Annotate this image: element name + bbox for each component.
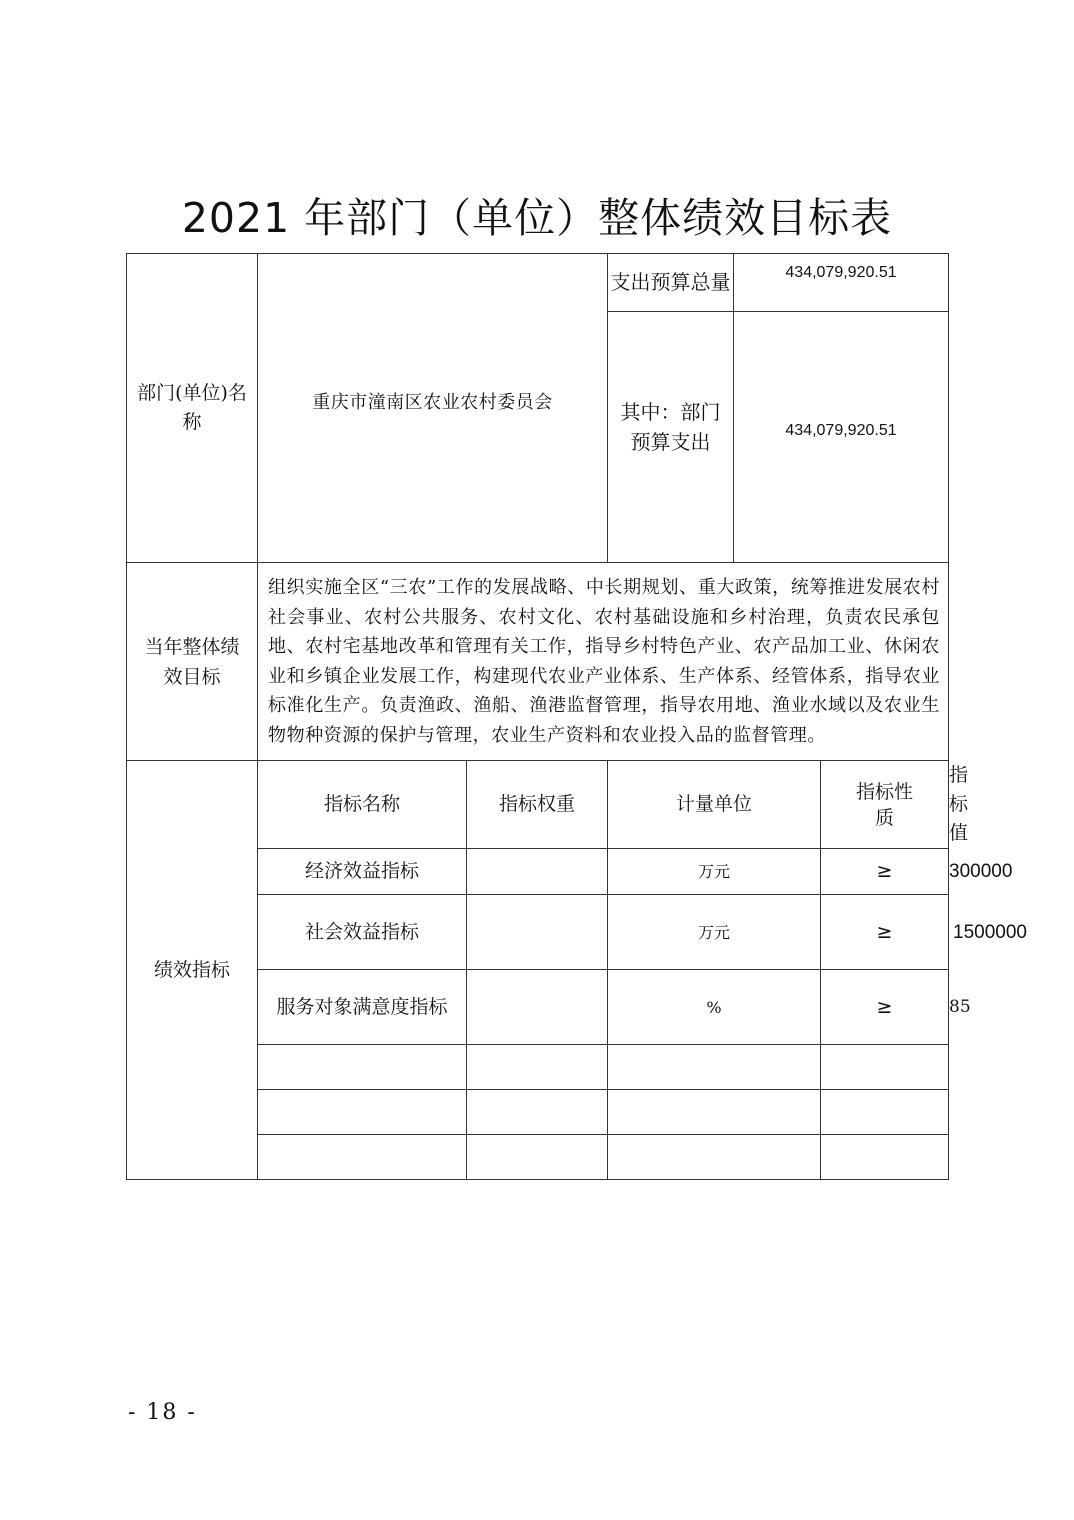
indicator-weight	[467, 1135, 608, 1180]
dept-name: 重庆市潼南区农业农村委员会	[312, 391, 553, 413]
col-header-unit: 计量单位	[608, 761, 821, 849]
indicator-nature: ≥	[821, 970, 949, 1045]
budget-total-label-cell	[608, 254, 734, 312]
col-header-nature-cell	[821, 761, 949, 849]
indicators-label: 绩效指标	[153, 958, 230, 981]
indicator-nature: ≥	[821, 849, 949, 895]
col-header-nature: 指标性质	[855, 780, 913, 829]
dept-label: 部门(单位)名称	[137, 382, 247, 433]
indicator-name: 服务对象满意度指标	[276, 996, 448, 1018]
indicators-label-cell	[127, 761, 258, 1180]
indicator-name: 社会效益指标	[258, 895, 467, 970]
indicator-unit: 万元	[608, 895, 821, 970]
indicator-weight	[467, 895, 608, 970]
dept-budget-label-cell	[608, 312, 734, 563]
goal-label-cell	[127, 563, 258, 761]
budget-total-value-cell	[734, 254, 949, 312]
dept-budget-value-cell	[734, 312, 949, 563]
page-number: - 18 -	[128, 1400, 197, 1425]
indicator-unit: %	[608, 970, 821, 1045]
indicator-weight	[467, 970, 608, 1045]
indicator-weight	[467, 1090, 608, 1135]
budget-total-label: 支出预算总量	[610, 270, 731, 294]
col-header-weight: 指标权重	[467, 761, 608, 849]
dept-budget-label: 其中：部门预算支出	[620, 400, 721, 454]
indicator-weight	[467, 849, 608, 895]
indicator-unit: 万元	[608, 849, 821, 895]
indicator-unit	[608, 1090, 821, 1135]
goal-text: 组织实施全区“三农”工作的发展战略、中长期规划、重大政策，统筹推进发展农村社会事业、农村公共服务、农村文化、农村基础设施和乡村治理，负责农民承包地、农村宅基地改革和管理有关工作，指导乡村特色产业、农产品加工业、休闲农业和乡镇企业发展工作，构建现代农业产业体系、生产体系、经管体系，指导农业标准化生产。负责渔政、渔船、渔港监督管理，指导农用地、渔业水域以及农业生物物种资源的保护与管理，农业生产资料和农业投入品的监督管理。	[258, 563, 949, 761]
indicator-weight	[467, 1045, 608, 1090]
indicator-nature	[821, 1090, 949, 1135]
indicator-name	[258, 1045, 467, 1090]
indicator-unit	[608, 1135, 821, 1180]
indicator-name	[258, 1135, 467, 1180]
col-header-name: 指标名称	[258, 761, 467, 849]
indicator-nature	[821, 1045, 949, 1090]
indicator-name	[258, 1090, 467, 1135]
performance-target-table: 部门(单位)名称 重庆市潼南区农业农村委员会 支出预算总量 434,079,920.51 其中：部门预算支出 434,079,920.51 当年整体绩效目标 组织实施全区“三农”工作的发展战略、中长期规划、重大政策，统筹推进发展农村社会事业、农村公共服务、农村文化、农村基础设施和乡村治理，负责农民承包地、农村宅基地改革和管理有关工作，指导乡村特色产业、农产品加工业、休闲农业和乡镇企业发展工作，构建现代农业产业体系、生产体系、经管体系，指导农业标准化生产。负责渔政、渔船、渔港监督管理，指导农用地、渔业水域以及农业生物物种资源的保护与管理，农业生产资料和农业投入品的监督管理。 绩效指标 指标名称 指标权重 计量单位 指标性质 指标值 经济效益指标 万元 ≥ 300000 社会效益指标 万元 ≥ 1500000 服务对象满意度指标 % ≥ 85	[126, 253, 949, 1180]
goal-label: 当年整体绩效目标	[144, 635, 240, 688]
indicator-unit	[608, 1045, 821, 1090]
dept-budget-value: 434,079,920.51	[785, 421, 897, 439]
document-title: 2021 年部门（单位）整体绩效目标表	[181, 194, 893, 242]
indicator-name-cell	[258, 970, 467, 1045]
indicator-nature: ≥	[821, 895, 949, 970]
dept-label-cell	[127, 254, 258, 563]
indicator-value: 1500000	[953, 921, 1027, 943]
budget-total-value: 434,079,920.51	[785, 264, 897, 281]
indicator-nature	[821, 1135, 949, 1180]
dept-name-cell	[258, 254, 608, 563]
indicator-name: 经济效益指标	[258, 849, 467, 895]
